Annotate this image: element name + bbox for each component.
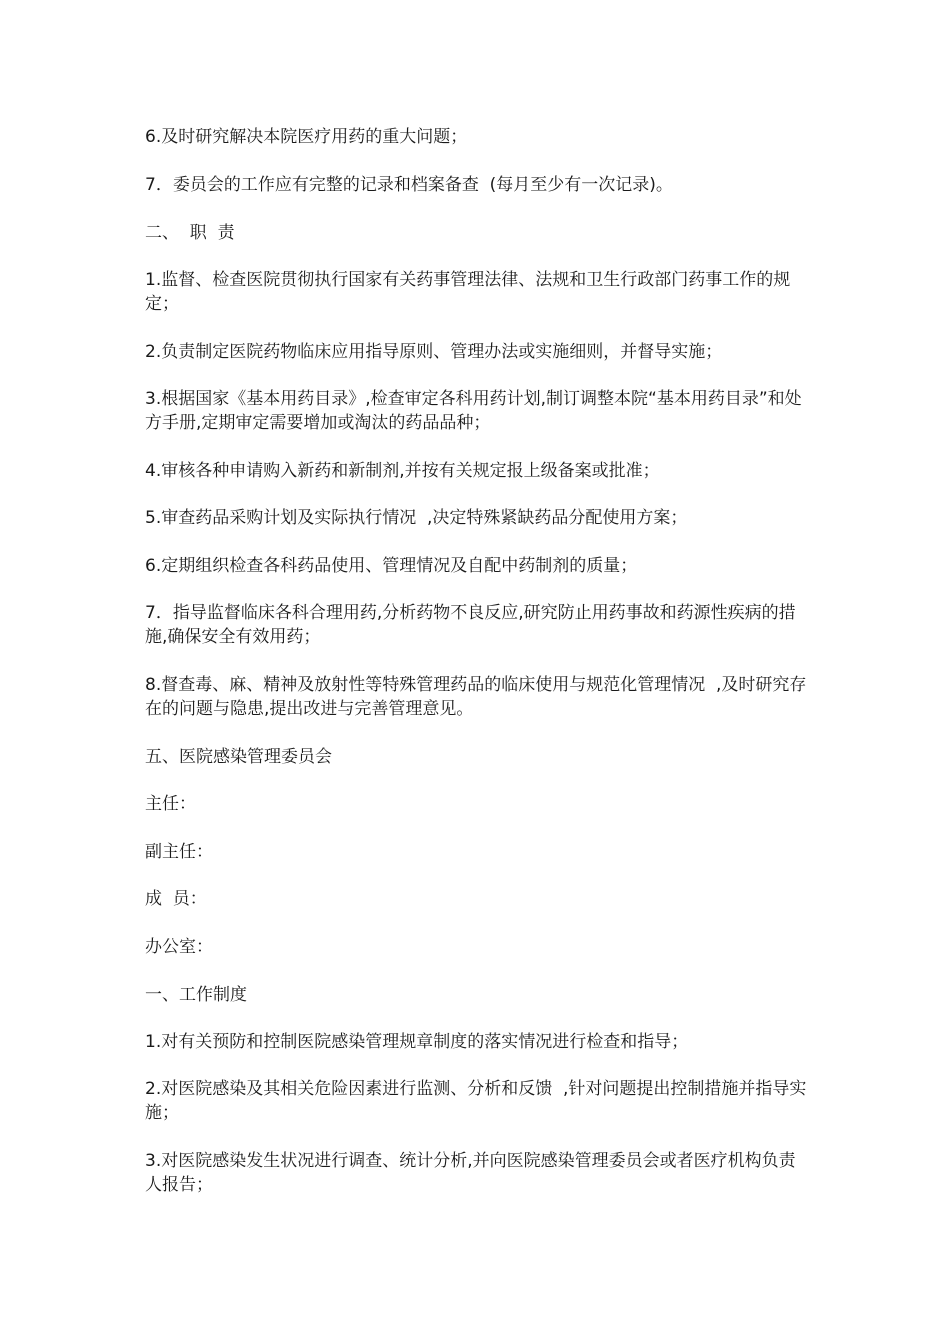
section-heading-infection-committee: 五、医院感染管理委员会 bbox=[145, 747, 332, 767]
paragraph-duty-2: 2.负责制定医院药物临床应用指导原则、管理办法或实施细则，并督导实施； bbox=[145, 342, 723, 362]
paragraph-duty-6: 6.定期组织检查各科药品使用、管理情况及自配中药制剂的质量； bbox=[145, 556, 638, 576]
paragraph-duty-3: 3.根据国家《基本用药目录》,检查审定各科用药计划,制订调整本院“基本用药目录”和处方手册,定期审定需要增加或淘汰的药品品种； bbox=[145, 389, 802, 433]
paragraph-duty-1: 1.监督、检查医院贯彻执行国家有关药事管理法律、法规和卫生行政部门药事工作的规定； bbox=[145, 270, 791, 314]
field-deputy-director: 副主任： bbox=[145, 842, 213, 862]
paragraph-duty-5: 5.审查药品采购计划及实际执行情况 ,决定特殊紧缺药品分配使用方案； bbox=[145, 508, 688, 528]
paragraph-item-7-records: 7．委员会的工作应有完整的记录和档案备查 (每月至少有一次记录)。 bbox=[145, 175, 673, 195]
paragraph-system-3: 3.对医院感染发生状况进行调查、统计分析,并向医院感染管理委员会或者医疗机构负责人报告； bbox=[145, 1151, 796, 1195]
paragraph-duty-7: 7．指导监督临床各科合理用药,分析药物不良反应,研究防止用药事故和药源性疾病的措施,确保安全有效用药； bbox=[145, 603, 796, 647]
field-office: 办公室： bbox=[145, 937, 213, 957]
field-director: 主任： bbox=[145, 794, 196, 814]
paragraph-system-2: 2.对医院感染及其相关危险因素进行监测、分析和反馈 ,针对问题提出控制措施并指导实施； bbox=[145, 1079, 807, 1123]
paragraph-system-1: 1.对有关预防和控制医院感染管理规章制度的落实情况进行检查和指导； bbox=[145, 1032, 689, 1052]
section-heading-duties: 二、 职 责 bbox=[145, 223, 235, 243]
paragraph-duty-8: 8.督查毒、麻、精神及放射性等特殊管理药品的临床使用与规范化管理情况 ,及时研究存在的问题与隐患,提出改进与完善管理意见。 bbox=[145, 675, 807, 719]
section-heading-work-system: 一、工作制度 bbox=[145, 985, 247, 1005]
field-members: 成 员： bbox=[145, 889, 207, 909]
paragraph-item-6-major-issues: 6.及时研究解决本院医疗用药的重大问题； bbox=[145, 127, 468, 147]
paragraph-duty-4: 4.审核各种申请购入新药和新制剂,并按有关规定报上级备案或批准； bbox=[145, 461, 660, 481]
